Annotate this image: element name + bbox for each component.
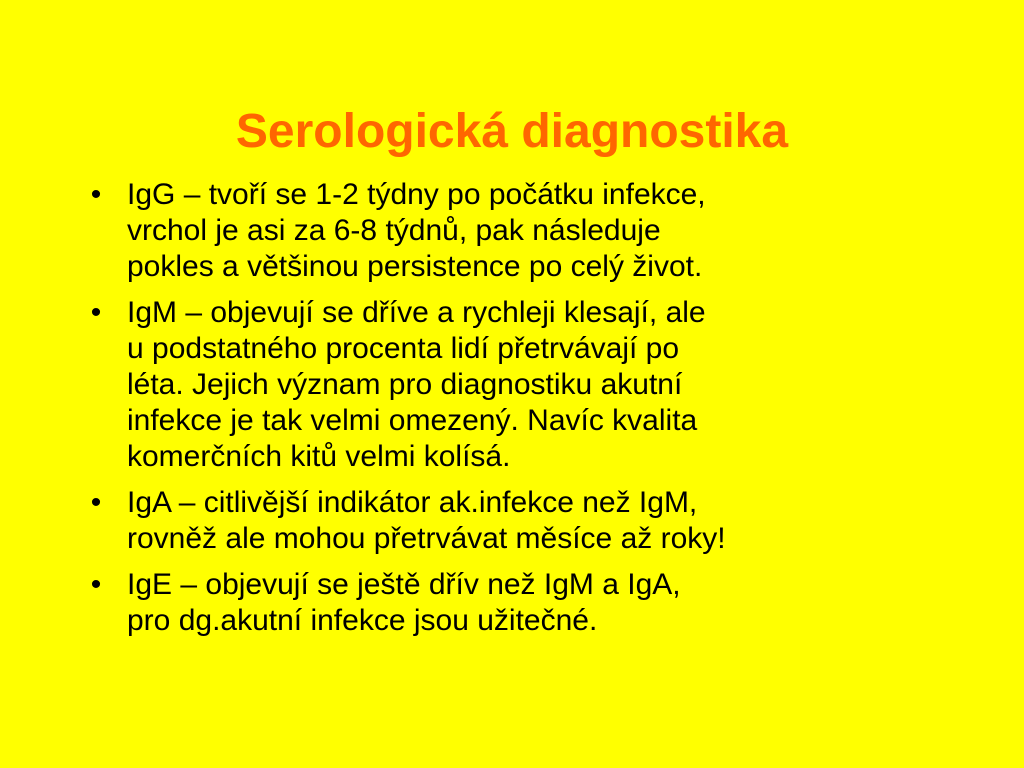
- bullet-item-igm: [84, 295, 944, 475]
- bullet-marker: •: [90, 486, 102, 519]
- bullet-line: IgG – tvoří se 1-2 týdny po počátku infekce,: [127, 178, 706, 211]
- bullet-list: [84, 177, 944, 649]
- bullet-line: vrchol je asi za 6-8 týdnů, pak následuje: [127, 214, 661, 247]
- bullet-item-igg: [84, 177, 944, 285]
- bullet-text: [127, 295, 944, 475]
- bullet-item-ige: [84, 567, 944, 639]
- bullet-text: [127, 485, 944, 557]
- bullet-line: pro dg.akutní infekce jsou užitečné.: [127, 604, 598, 637]
- bullet-line: IgA – citlivější indikátor ak.infekce než IgM,: [127, 486, 698, 519]
- bullet-line: IgE – objevují se ještě dřív než IgM a IgA,: [127, 568, 681, 601]
- slide-title: Serologická diagnostika: [235, 105, 789, 158]
- bullet-text: [127, 177, 944, 285]
- bullet-line: u podstatného procenta lidí přetrvávají po: [127, 332, 680, 365]
- bullet-marker: •: [90, 178, 102, 211]
- bullet-text: [127, 567, 944, 639]
- bullet-line: komerčních kitů velmi kolísá.: [127, 440, 511, 473]
- bullet-line: pokles a většinou persistence po celý život.: [127, 250, 703, 283]
- bullet-line: IgM – objevují se dříve a rychleji klesají, ale: [127, 296, 706, 329]
- bullet-line: rovněž ale mohou přetrvávat měsíce až roky!: [127, 522, 726, 555]
- bullet-marker: •: [90, 296, 102, 329]
- bullet-line: léta. Jejich význam pro diagnostiku akutní: [127, 368, 683, 401]
- bullet-line: infekce je tak velmi omezený. Navíc kvalita: [127, 404, 698, 437]
- bullet-marker: •: [90, 568, 102, 601]
- bullet-item-iga: [84, 485, 944, 557]
